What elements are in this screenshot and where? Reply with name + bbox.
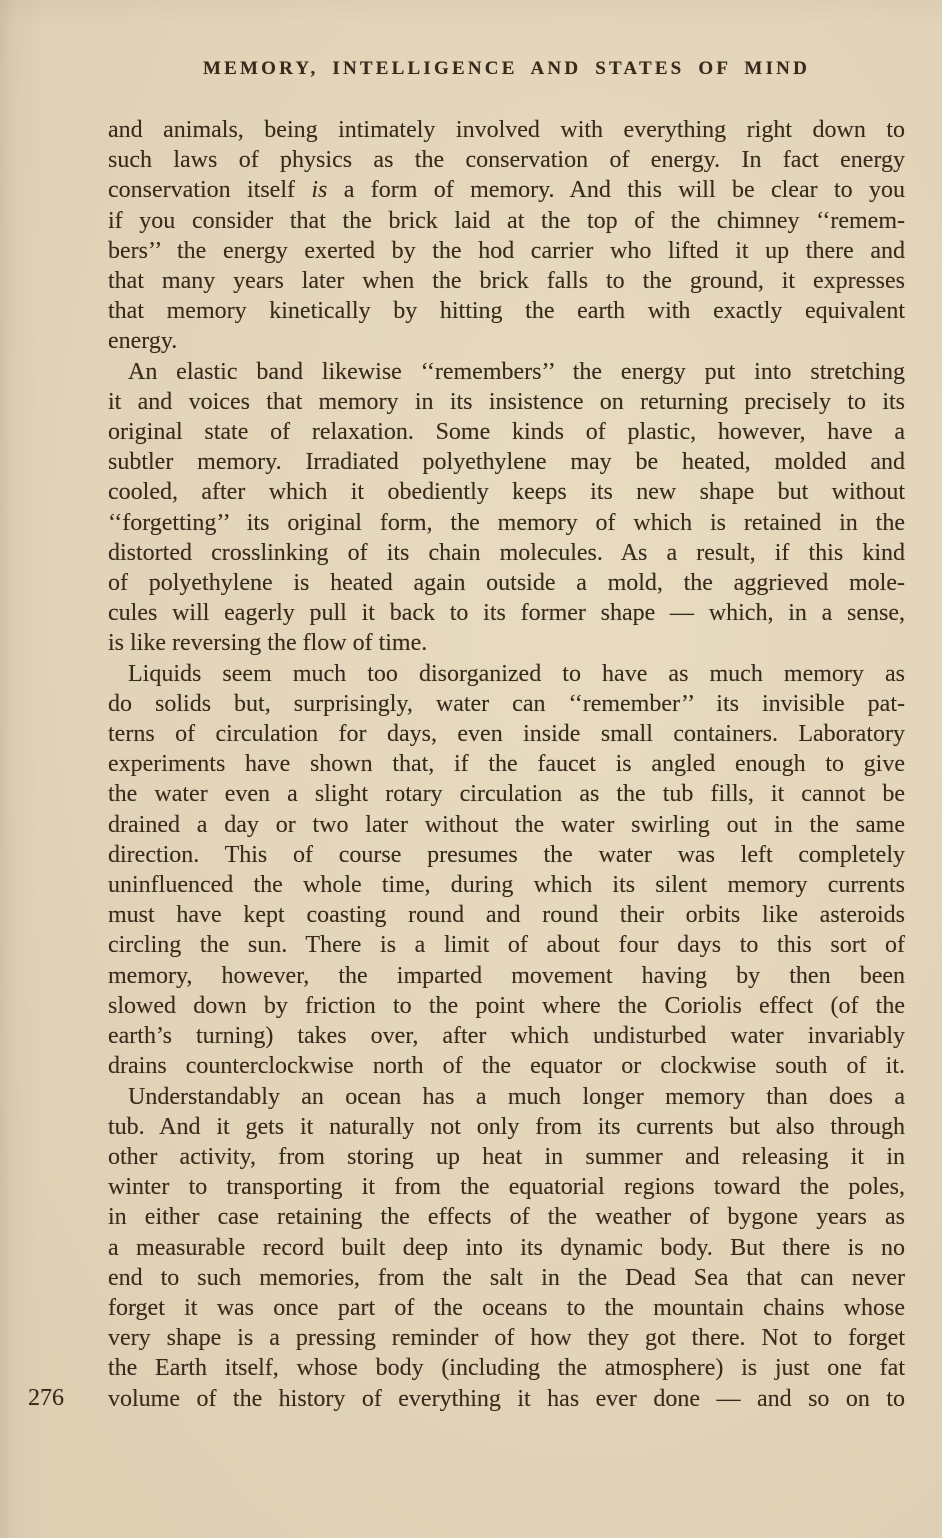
text-line: drains counterclockwise north of the equator or clockwise south of it. [108,1053,905,1080]
paragraph [108,357,905,659]
text-line: a measurable record built deep into its dynamic body. But there is no [108,1234,905,1261]
text-line: cules will eagerly pull it back to its former shape — which, in a sense, [108,600,905,627]
text-line: forget it was once part of the oceans to the mountain chains whose [108,1294,905,1321]
text-line: An elastic band likewise ‘‘remembers’’ the energy put into stretching [128,358,905,385]
text-line: in either case retaining the effects of the weather of bygone years as [108,1204,905,1231]
text-line: such laws of physics as the conservation of energy. In fact energy [108,147,905,174]
text-line: ‘‘forgetting’’ its original form, the memory of which is retained in the [108,509,905,536]
text-line: tub. And it gets it naturally not only from its currents but also through [108,1113,905,1140]
text-line: drained a day or two later without the water swirling out in the same [108,811,905,838]
text-line: must have kept coasting round and round their orbits like asteroids [108,902,905,929]
text-line: end to such memories, from the salt in the Dead Sea that can never [108,1264,905,1291]
paragraph [108,1082,905,1414]
text-line: it and voices that memory in its insistence on returning precisely to its [108,388,905,415]
text-line: cooled, after which it obediently keeps its new shape but without [108,479,905,506]
text-line: Liquids seem much too disorganized to have as much memory as [128,660,905,687]
text-line: earth’s turning) takes over, after which undisturbed water invariably [108,1023,905,1050]
text-line: that memory kinetically by hitting the earth with exactly equivalent [108,298,905,325]
text-line: terns of circulation for days, even inside small containers. Laboratory [108,721,905,748]
text-line: that many years later when the brick falls to the ground, it expresses [108,268,905,295]
text-line: volume of the history of everything it has ever done — and so on to [108,1385,905,1412]
text-line: bers’’ the energy exerted by the hod carrier who lifted it up there and [108,237,905,264]
text-line: winter to transporting it from the equatorial regions toward the poles, [108,1174,905,1201]
text-line: energy. [108,328,178,355]
text-line: Understandably an ocean has a much longer memory than does a [128,1083,905,1110]
text-line: do solids but, surprisingly, water can ‘‘remember’’ its invisible pat- [108,690,905,717]
text-line: subtler memory. Irradiated polyethylene may be heated, molded and [108,449,905,476]
text-line: the Earth itself, whose body (including the atmosphere) is just one fat [108,1355,905,1382]
text-line: and animals, being intimately involved with everything right down to [108,117,905,143]
text-line: slowed down by friction to the point where the Coriolis effect (of the [108,992,905,1019]
text-line: conservation itself is a form of memory. And this will be clear to you [108,177,905,204]
text-line: the water even a slight rotary circulation as the tub fills, it cannot be [108,781,905,808]
text-line: circling the sun. There is a limit of about four days to this sort of [108,932,905,959]
paragraph [108,115,905,357]
running-header: MEMORY, INTELLIGENCE AND STATES OF MIND [202,58,811,79]
text-line: of polyethylene is heated again outside a mold, the aggrieved mole- [108,570,905,597]
text-line: original state of relaxation. Some kinds of plastic, however, have a [108,419,905,446]
text-line: memory, however, the imparted movement having by then been [108,962,905,989]
text-line: distorted crosslinking of its chain molecules. As a result, if this kind [108,539,905,566]
text-line: very shape is a pressing reminder of how they got there. Not to forget [108,1325,905,1352]
text-line: experiments have shown that, if the faucet is angled enough to give [108,751,905,778]
text-line: uninfluenced the whole time, during which its silent memory currents [108,872,905,899]
text-line: if you consider that the brick laid at the top of the chimney ‘‘remem- [108,207,905,234]
text-line: direction. This of course presumes the water was left completely [108,841,905,868]
text-line: is like reversing the flow of time. [108,630,428,657]
text-line: other activity, from storing up heat in summer and releasing it in [108,1143,905,1170]
paragraph [108,659,905,1082]
page-number: 276 [28,1385,64,1411]
page-body [108,115,905,1414]
